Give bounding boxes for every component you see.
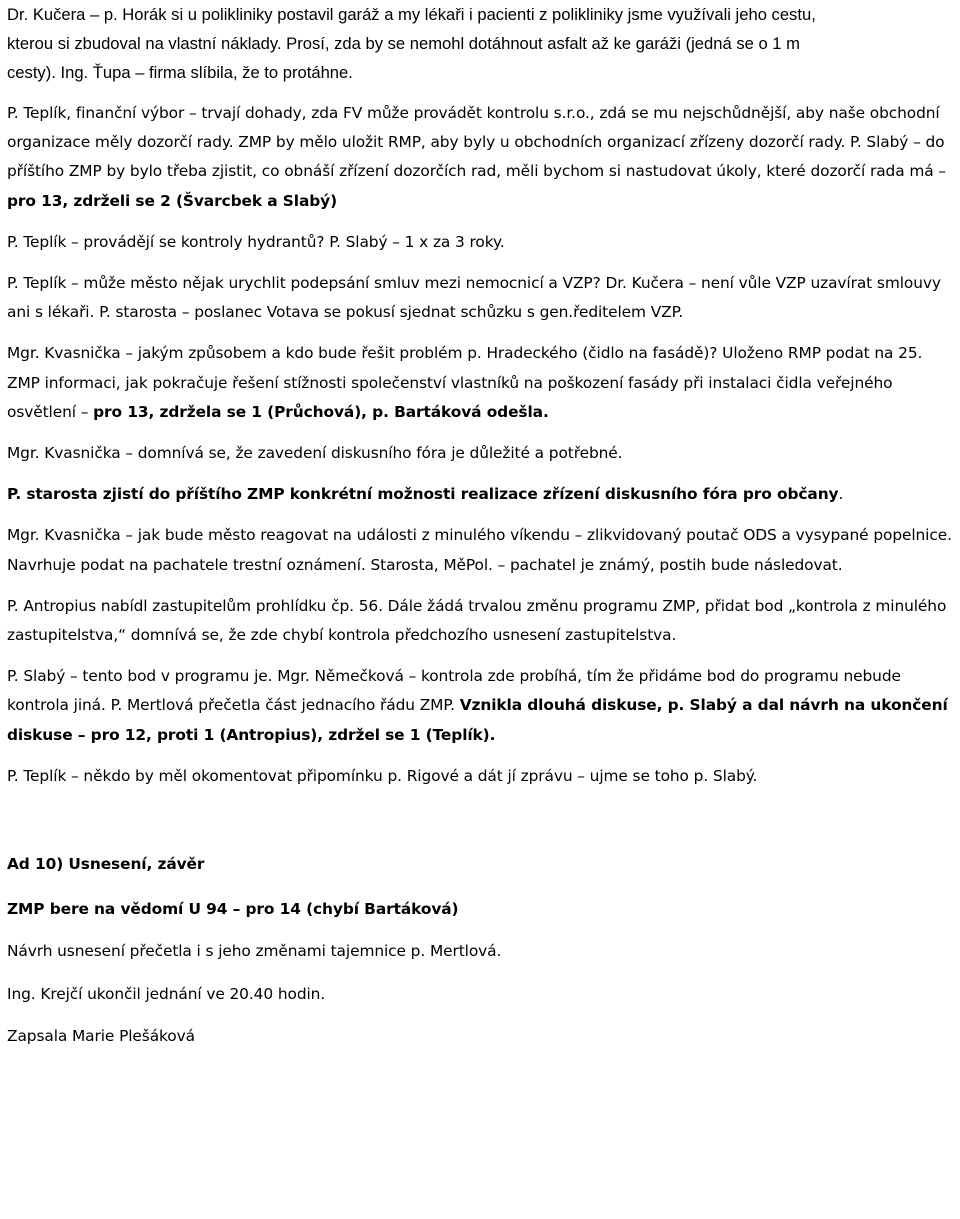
paragraph-kontrola-diskuse (7, 662, 955, 750)
resolution-bold: P. starosta zjistí do příštího ZMP konkrétní možnosti realizace zřízení diskusního fóra pro občany (7, 485, 839, 504)
section-heading-text: Ad 10) Usnesení, závěr (7, 855, 205, 874)
text-segment: Mgr. Kvasnička – jakým způsobem a kdo bude řešit problém p. Hradeckého (čidlo na fasádě)? Uloženo RMP podat na 25. ZMP informaci, jak pokračuje řešení stížnosti společenství vlastníků na poškození fasády při instalaci čidla veřejného osvětlení – (7, 344, 923, 421)
paragraph-poliklinika-garage (7, 0, 955, 87)
text-segment: P. Antropius nabídl zastupitelům prohlídku čp. 56. Dále žádá trvalou změnu programu ZMP, přidat bod „kontrola z minulého zastupitelstva,“ domnívá se, že zde chybí kontrola předchozího usnesení zastupitelstva. (7, 596, 947, 645)
paragraph-starosta-forum (7, 480, 955, 509)
text-segment: Zapsala Marie Plešáková (7, 1026, 195, 1045)
text-segment: Mgr. Kvasnička – jak bude město reagovat na události z minulého víkendu – zlikvidovaný poutač ODS a vysypané popelnice. Navrhuje podat na pachatele trestní oznámení. Starosta, MěPol. – pachatel je známý, postih bude následovat. (7, 526, 952, 574)
paragraph-fasada (7, 339, 955, 427)
text-line: cesty). Ing. Ťupa – firma slíbila, že to protáhne. (7, 63, 353, 82)
paragraph-poutac-ods (7, 521, 955, 579)
text-segment: . (838, 485, 844, 504)
vote-result-bold: pro 13, zdrželi se 2 (Švarcbek a Slabý) (7, 191, 338, 210)
text-segment: P. Teplík – někdo by měl okomentovat připomínku p. Rigové a dát jí zprávu – ujme se toho p. Slabý. (7, 766, 758, 785)
section-heading (7, 850, 955, 879)
text-line: kterou si zbudoval na vlastní náklady. Prosí, zda by se nemohl dotáhnout asfalt až ke garáži (jedná se o 1 m (7, 34, 800, 53)
text-segment: Návrh usnesení přečetla i s jeho změnami tajemnice p. Mertlová. (7, 942, 502, 961)
text-line: Dr. Kučera – p. Horák si u polikliniky postavil garáž a my lékaři i pacienti z polikliniky jsme využívali jeho cestu, (7, 5, 816, 24)
vote-result-bold: Vznikla dlouhá diskuse, p. Slabý a dal návrh na ukončení diskuse – pro 12, proti 1 (Antropius), zdržel se 1 (Teplík). (7, 696, 948, 744)
text-segment: Ing. Krejčí ukončil jednání ve 20.40 hodin. (7, 984, 326, 1003)
text-segment: P. Teplík, finanční výbor – trvají dohady, zda FV může provádět kontrolu s.r.o., zdá se mu nejschůdnější, aby naše obchodní organizace měly dozorčí rady. ZMP by mělo uložit RMP, aby byly u obchodních organizací zřízeny dozorčí rady. P. Slabý – do příštího ZMP by bylo třeba zjistit, co obnáší zřízení dozorčích rad, měli bychom si nastudovat úkoly, které dozorčí rada má – (7, 104, 946, 181)
paragraph-financni-vybor (7, 99, 955, 216)
paragraph-ukonceni (7, 980, 955, 1009)
text-segment: Mgr. Kvasnička – domnívá se, že zavedení diskusního fóra je důležité a potřebné. (7, 444, 623, 463)
text-segment: ZMP bere na vědomí U 94 – pro 14 (chybí Bartáková) (7, 900, 459, 919)
text-segment: P. Slabý – tento bod v programu je. Mgr. Němečková – kontrola zde probíhá, tím že přidáme bod do programu nebude kontrola jiná. P. Mertlová přečetla část jednacího řádu ZMP. (7, 667, 901, 715)
paragraph-rigova (7, 762, 955, 791)
paragraph-zapsala (7, 1022, 955, 1051)
paragraph-diskusni-forum (7, 439, 955, 468)
paragraph-vzp (7, 269, 955, 327)
vote-result-bold: pro 13, zdržela se 1 (Průchová), p. Bartáková odešla. (93, 402, 549, 421)
document-page (7, 0, 955, 1051)
paragraph-navrh-usneseni (7, 937, 955, 966)
text-segment: P. Teplík – může město nějak urychlit podepsání smluv mezi nemocnicí a VZP? Dr. Kučera – není vůle VZP uzavírat smlouvy ani s lékaři. P. starosta – poslanec Votava se pokusí sjednat schůzku s gen.ředitelem VZP. (7, 274, 941, 322)
paragraph-antropius (7, 592, 955, 650)
text-segment: P. Teplík – provádějí se kontroly hydrantů? P. Slabý – 1 x za 3 roky. (7, 232, 505, 251)
paragraph-hydranty (7, 228, 955, 257)
paragraph-zmp-bere (7, 895, 955, 924)
